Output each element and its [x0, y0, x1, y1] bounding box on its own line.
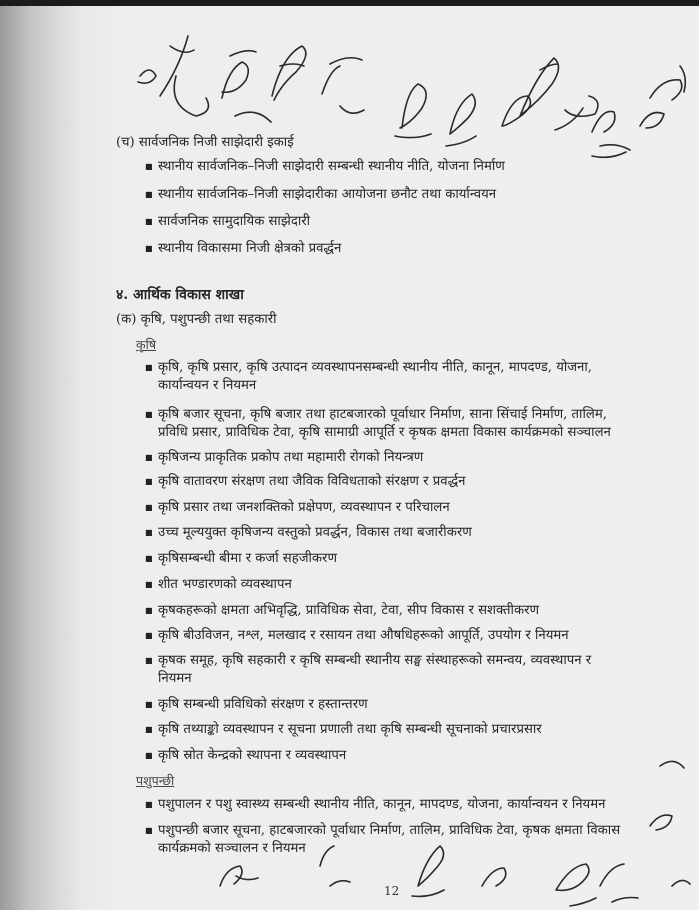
krishi-item: उच्च मूल्ययुक्त कृषिजन्य वस्तुको प्रवर्द्धन, विकास तथा बजारीकरण — [158, 525, 472, 540]
bullet: ■ — [145, 503, 153, 512]
krishi-item: कृषि, कृषि प्रसार, कृषि उत्पादन व्यवस्थापनसम्बन्धी स्थानीय नीति, कानून, मापदण्ड, योजना, — [158, 360, 592, 375]
signature-3 — [272, 46, 306, 100]
pashu-item-cont: कार्यक्रमको सञ्चालन र नियमन — [158, 841, 306, 856]
bullet: ■ — [145, 656, 153, 665]
krishi-item: कृषि बीउविजन, नश्ल, मलखाद र रसायन तथा औषधिहरूको आपूर्ति, उपयोग र नियमन — [158, 628, 569, 643]
section-4-heading: ४. आर्थिक विकास शाखा — [116, 287, 244, 303]
section-ch-item: स्थानीय विकासमा निजी क्षेत्रको प्रवर्द्धन — [158, 241, 342, 256]
signature-17 — [600, 864, 638, 902]
krishi-item: कृषि बजार सूचना, कृषि बजार तथा हाटबजारको पूर्वाधार निर्माण, साना सिंचाई निर्माण, तालिम, — [158, 407, 607, 422]
signature-13 — [320, 846, 350, 886]
signature-9 — [555, 96, 598, 130]
bullet: ■ — [145, 453, 153, 462]
krishi-item: कृषि प्रसार तथा जनशक्तिको प्रक्षेपण, व्यवस्थापन र परिचालन — [158, 500, 450, 515]
section-ch-item: स्थानीय सार्वजनिक–निजी साझेदारी सम्बन्धी स्थानीय नीति, योजना निर्माण — [158, 159, 505, 174]
krishi-item: कृषक समूह, कृषि सहकारी र कृषि सम्बन्धी स्थानीय सङ्घ संस्थाहरूको समन्वय, व्यवस्थापन र — [158, 653, 592, 668]
bullet: ■ — [145, 363, 153, 372]
signature-10 — [592, 111, 630, 157]
section-ch-item: स्थानीय सार्वजनिक–निजी साझेदारीका आयोजना छनौट तथा कार्यान्वयन — [158, 187, 497, 202]
signature-6 — [446, 94, 476, 146]
signature-16 — [556, 864, 596, 906]
bullet: ■ — [145, 826, 153, 835]
bullet: ■ — [145, 606, 153, 615]
signature-4 — [322, 58, 364, 113]
krishi-item-cont: नियमन — [158, 671, 192, 686]
krishi-item: कृषि तथ्याङ्को व्यवस्थापन र सूचना प्रणाली तथा कृषि सम्बन्धी सूचनाको प्रचारप्रसार — [158, 722, 542, 737]
krishi-item: कृषकहरूको क्षमता अभिवृद्धि, प्राविधिक सेवा, टेवा, सीप विकास र सशक्तीकरण — [158, 603, 540, 618]
pashu-item: पशुपालन र पशु स्वास्थ्य सम्बन्धी स्थानीय नीति, कानून, मापदण्ड, योजना, कार्यान्वयन र नियमन — [158, 797, 606, 812]
page-number: 12 — [384, 884, 400, 898]
bullet: ■ — [145, 725, 153, 734]
bullet: ■ — [145, 217, 153, 226]
krishi-item: कृषिसम्बन्धी बीमा र कर्जा सहजीकरण — [158, 551, 337, 566]
krishi-item: कृषि सम्बन्धी प्रविधिको संरक्षण र हस्तान्तरण — [158, 697, 368, 712]
signature-14 — [412, 846, 444, 896]
signature-2 — [222, 51, 271, 122]
signature-7 — [502, 96, 530, 126]
signature-5 — [395, 84, 431, 138]
bullet: ■ — [145, 700, 153, 709]
bullet: ■ — [145, 410, 153, 419]
krishi-item-cont: कार्यान्वयन र नियमन — [158, 378, 257, 393]
bullet: ■ — [145, 244, 153, 253]
document-page — [0, 6, 699, 910]
signature-15 — [482, 868, 506, 886]
pashu-item: पशुपन्छी बजार सूचना, हाटबजारको पूर्वाधार निर्माण, तालिम, प्राविधिक टेवा, कृषक क्षमता विकास — [158, 823, 621, 838]
bullet: ■ — [145, 162, 153, 171]
bullet: ■ — [145, 751, 153, 760]
signature-12 — [220, 866, 258, 886]
binding-gutter-shadow — [0, 6, 80, 910]
signature-8 — [520, 58, 559, 116]
bullet: ■ — [145, 580, 153, 589]
bullet: ■ — [145, 631, 153, 640]
signature-1 — [138, 36, 208, 116]
bullet: ■ — [145, 477, 153, 486]
krishi-item: कृषि स्रोत केन्द्रको स्थापना र व्यवस्थापन — [158, 748, 347, 763]
krishi-label: कृषि — [136, 337, 157, 352]
krishi-item: कृषि वातावरण संरक्षण तथा जैविक विविधताको संरक्षण र प्रवर्द्धन — [158, 474, 466, 489]
krishi-item: शीत भण्डारणको व्यवस्थापन — [158, 577, 292, 592]
signature-18 — [650, 761, 690, 886]
krishi-item: कृषिजन्य प्राकृतिक प्रकोप तथा महामारी रोगको नियन्त्रण — [158, 450, 424, 465]
pashupanchhi-label: पशुपन्छी — [136, 773, 175, 788]
bullet: ■ — [145, 554, 153, 563]
section-ka-subheading: (क) कृषि, पशुपन्छी तथा सहकारी — [116, 312, 277, 327]
krishi-item-cont: प्रविधि प्रसार, प्राविधिक टेवा, कृषि सामाग्री आपूर्ति र कृषक क्षमता विकास कार्यक्रमको सञ्चालन — [158, 425, 611, 440]
bullet: ■ — [145, 528, 153, 537]
bullet: ■ — [145, 190, 153, 199]
signature-11 — [640, 66, 685, 128]
bullet: ■ — [145, 800, 153, 809]
section-ch-item: सार्वजनिक सामुदायिक साझेदारी — [158, 214, 311, 229]
section-ch-title: (च) सार्वजनिक निजी साझेदारी इकाई — [116, 135, 294, 150]
